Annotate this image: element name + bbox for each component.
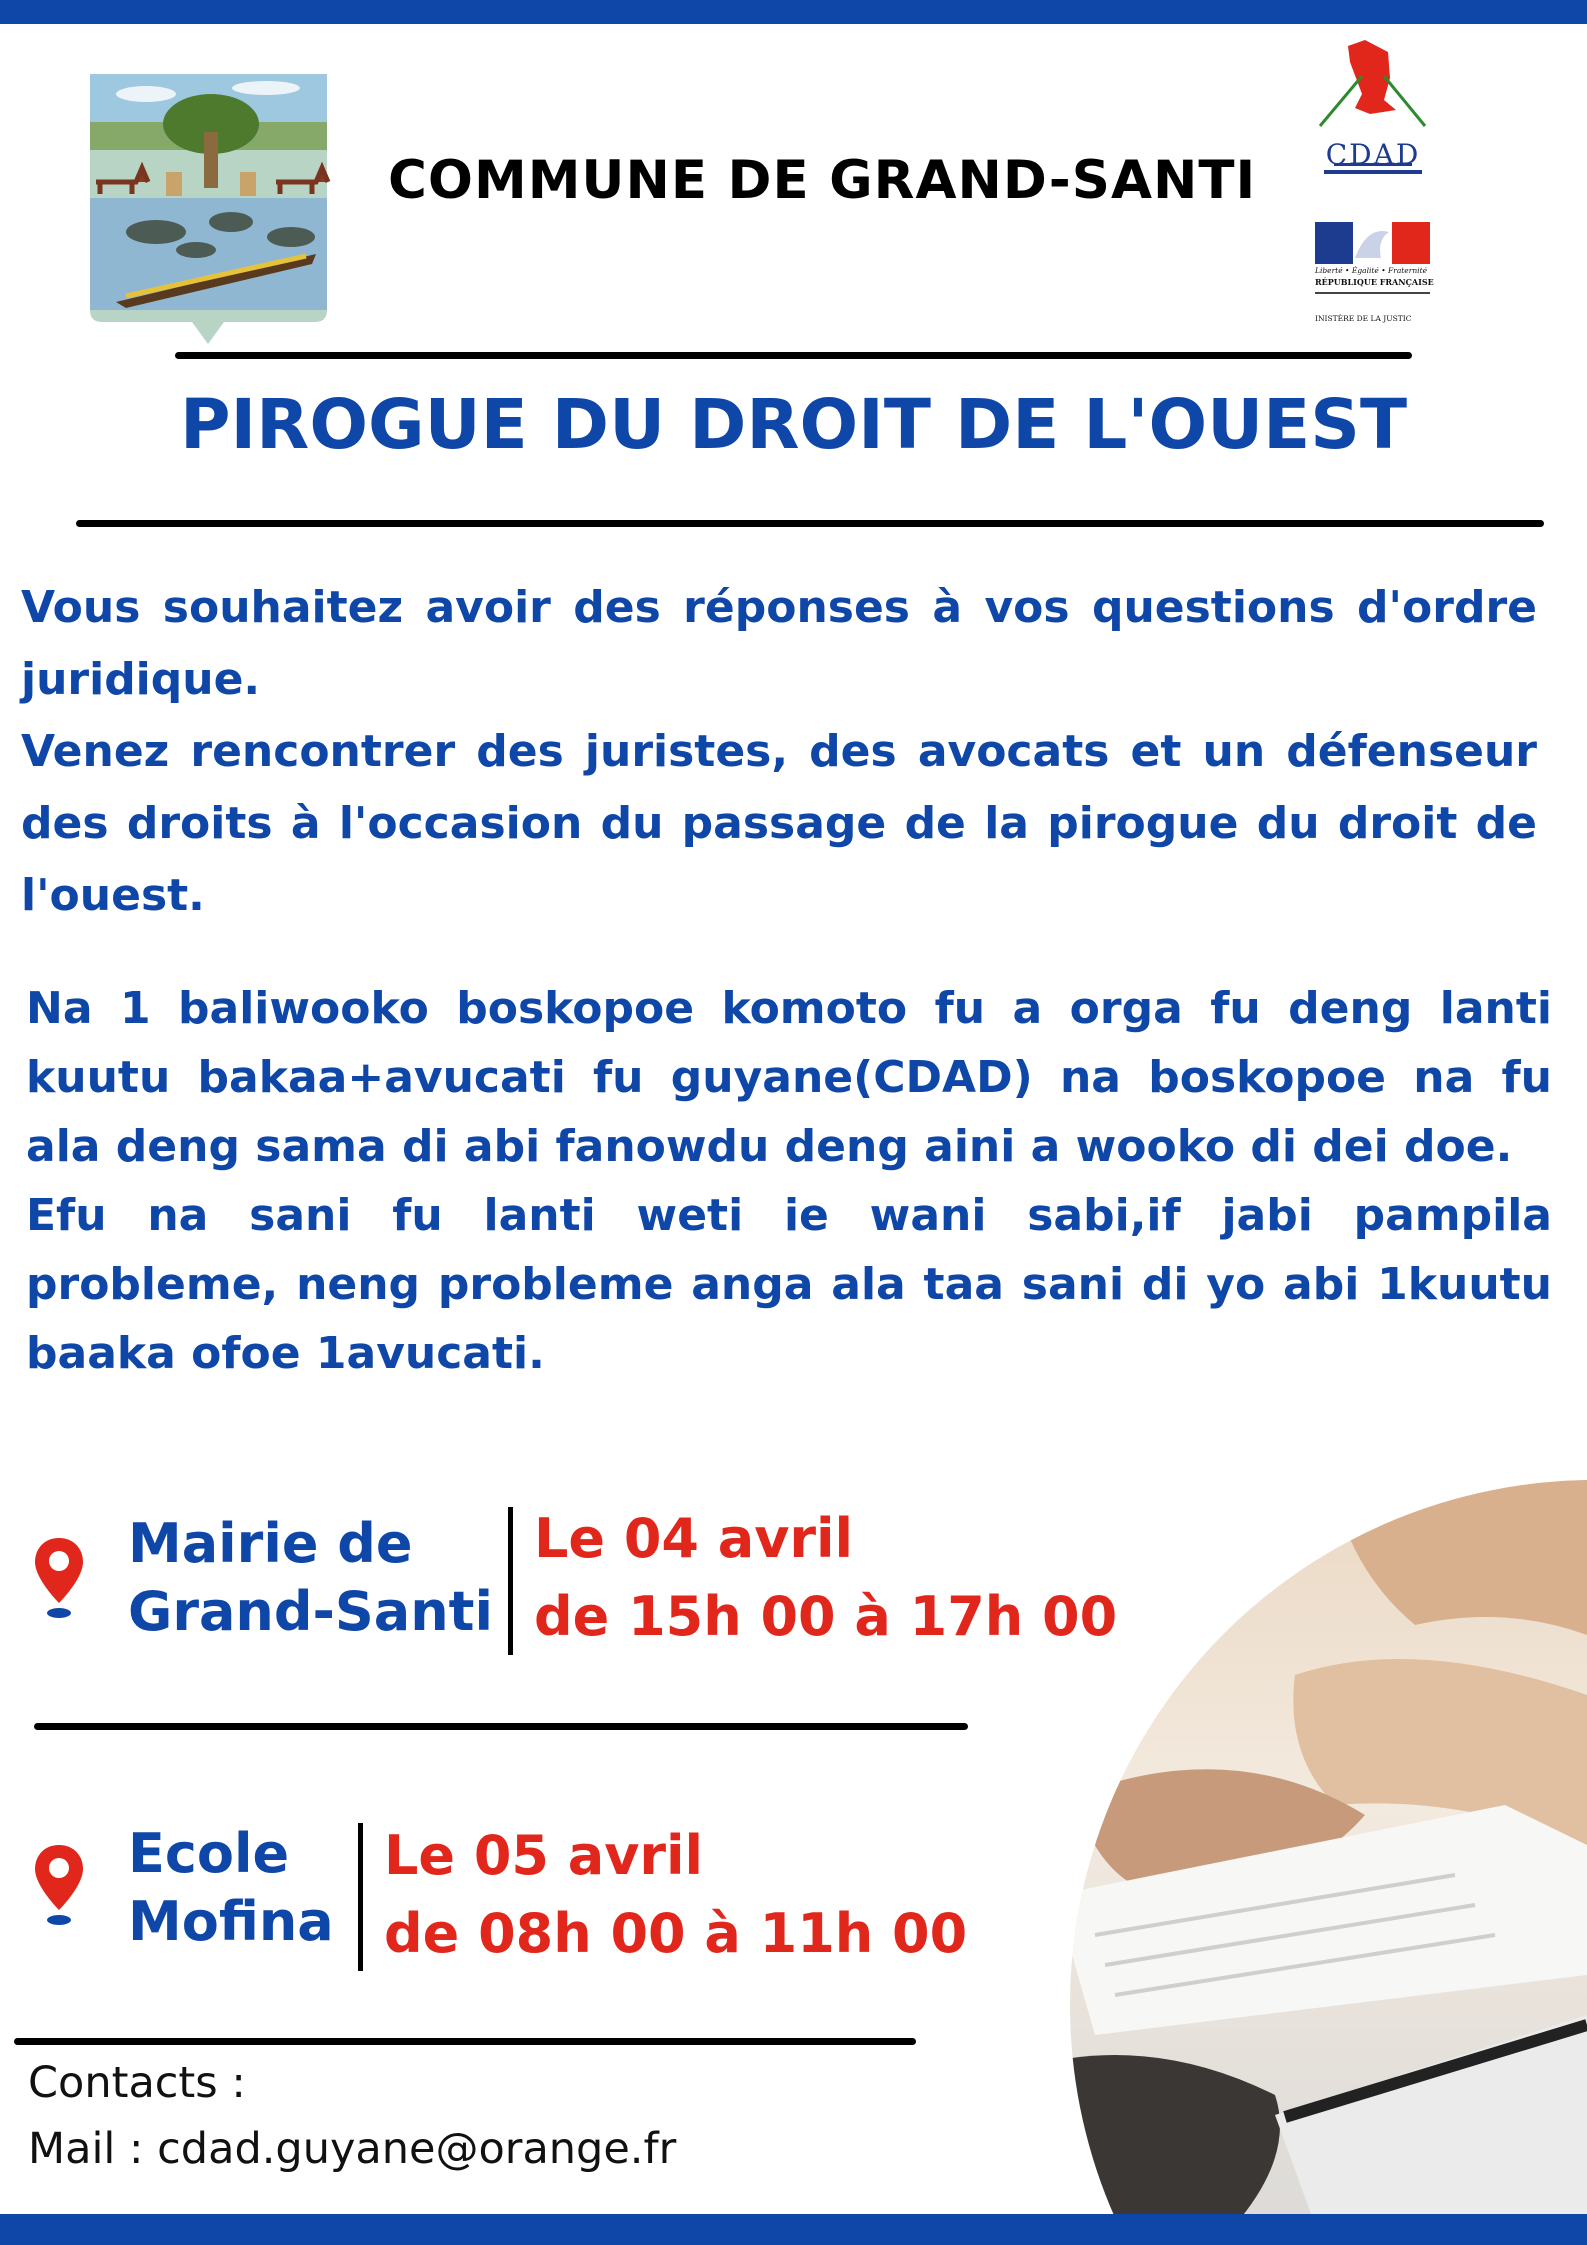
republique-motto: Liberté • Égalité • Fraternité [1315, 266, 1428, 275]
event-date: Le 05 avril [384, 1824, 704, 1887]
event-time: de 08h 00 à 11h 00 [384, 1902, 968, 1965]
intro-local-line: Efu na sani fu lanti weti ie wani sabi,if jabi pampila probleme, neng probleme anga ala taa sani di yo abi 1kuutu baaka ofoe 1avucati. [26, 1190, 1552, 1379]
intro-local-language [26, 974, 1552, 1388]
event-place-line2: Grand-Santi [128, 1580, 494, 1643]
event-divider [34, 1723, 968, 1730]
event-date: Le 04 avril [534, 1507, 854, 1570]
handshake-documents-photo [1035, 1375, 1587, 2225]
event-when [384, 1817, 967, 1973]
contacts-heading: Contacts : [28, 2058, 246, 2108]
logo-divider [1315, 292, 1430, 294]
republique-francaise-logo [1315, 222, 1434, 330]
event-place [128, 1510, 493, 1646]
location-pin-icon [32, 1842, 86, 1928]
contacts-divider [14, 2038, 916, 2045]
title-divider [76, 520, 1544, 527]
location-pin-icon [32, 1535, 86, 1621]
page-title: PIROGUE DU DROIT DE L'OUEST [179, 385, 1408, 465]
event-when [534, 1500, 1117, 1656]
event-time: de 15h 00 à 17h 00 [534, 1585, 1118, 1648]
intro-french [21, 572, 1537, 932]
event-place-line1: Mairie de [128, 1512, 413, 1575]
contacts [28, 2050, 676, 2182]
event-separator [358, 1823, 363, 1971]
event-place [128, 1820, 334, 1956]
cdad-logo-text: CDAD [1325, 138, 1421, 171]
header-divider [175, 352, 1412, 359]
top-band [0, 0, 1587, 24]
contact-email: Mail : cdad.guyane@orange.fr [28, 2124, 677, 2174]
event-separator [508, 1507, 513, 1655]
event-place-line2: Mofina [128, 1890, 334, 1953]
ministry-text: INISTÈRE DE LA JUSTIC [1315, 314, 1412, 323]
republique-name: RÉPUBLIQUE FRANÇAISE [1315, 277, 1434, 287]
marianne-flag-icon [1315, 222, 1430, 264]
intro-french-line: Vous souhaitez avoir des réponses à vos questions d'ordre juridique. [21, 582, 1537, 705]
bottom-band [0, 2214, 1587, 2245]
commune-title: COMMUNE DE GRAND-SANTI [388, 150, 1257, 211]
intro-local-line: Na 1 baliwooko boskopoe komoto fu a orga fu deng lanti kuutu bakaa+avucati fu guyane(CDAD) na boskopoe na fu ala deng sama di abi fanowdu deng aini a wooko di dei doe. [26, 983, 1552, 1172]
intro-french-line: Venez rencontrer des juristes, des avocats et un défenseur des droits à l'occasion du passage de la pirogue du droit de l'ouest. [21, 726, 1537, 921]
commune-crest-logo [86, 72, 331, 344]
event-place-line1: Ecole [128, 1822, 290, 1885]
